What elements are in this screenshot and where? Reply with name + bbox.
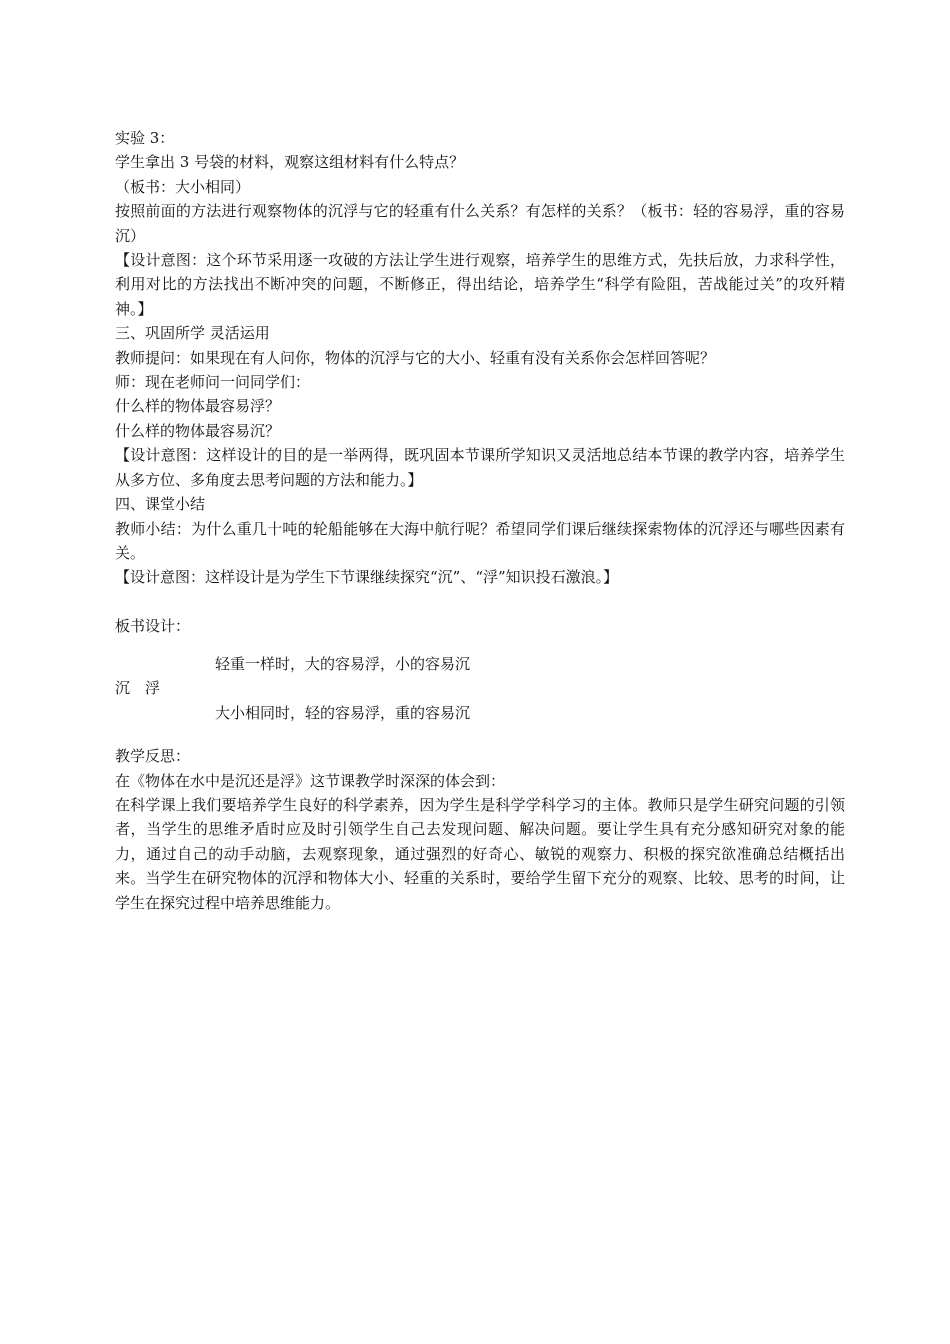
spacer bbox=[115, 726, 845, 744]
board-row-same-size: 大小相同时，轻的容易浮，重的容易沉 bbox=[215, 704, 471, 723]
experiment-question: 学生拿出 3 号袋的材料，观察这组材料有什么特点？ bbox=[115, 153, 465, 172]
teacher-summary: 教师小结：为什么重几十吨的轮船能够在大海中航行呢？希望同学们课后继续探索物体的沉浮还与哪些因素有关。 bbox=[115, 519, 845, 562]
reflection-body: 在科学课上我们要培养学生良好的科学素养，因为学生是科学学科学习的主体。教师只是学生研究问题的引领者，当学生的思维矛盾时应及时引领学生自己去发现问题、解决问题。要让学生具有充分感知研究对象的能力，通过自己的动手动脑，去观察现象，通过强烈的好奇心、敏锐的观察力、积极的探究欲准确总结概括出来。当学生在研究物体的沉浮和物体大小、轻重的关系时，要给学生留下充分的观察、比较、思考的时间，让学生在探究过程中培养思维能力。 bbox=[115, 795, 845, 912]
sink-question: 什么样的物体最容易沉？ bbox=[115, 421, 281, 440]
board-design bbox=[115, 652, 845, 726]
experiment-design-intent: 【设计意图：这个环节采用逐一攻破的方法让学生进行观察，培养学生的思维方式，先扶后放，力求科学性，利用对比的方法找出不断冲突的问题，不断修正，得出结论，培养学生“科学有险阻，苦战能过关”的攻歼精神。】 bbox=[115, 251, 845, 318]
spacer bbox=[115, 590, 845, 614]
consolidate-heading: 三、巩固所学 灵活运用 bbox=[115, 324, 270, 343]
board-title-sink-float: 沉 浮 bbox=[115, 679, 161, 698]
summary-heading: 四、课堂小结 bbox=[115, 495, 206, 514]
reflection-intro: 在《物体在水中是沉还是浮》这节课教学时深深的体会到： bbox=[115, 771, 506, 790]
consolidate-design-intent: 【设计意图：这样设计的目的是一举两得，既巩固本节课所学知识又灵活地总结本节课的教学内容，培养学生从多方位、多角度去思考问题的方法和能力。】 bbox=[115, 446, 845, 489]
board-design-heading: 板书设计： bbox=[115, 616, 191, 635]
experiment-heading: 实验 3： bbox=[115, 129, 175, 147]
summary-design-intent: 【设计意图：这样设计是为学生下节课继续探究“沉”、“浮”知识投石激浪。】 bbox=[115, 568, 619, 587]
experiment-method-question: 按照前面的方法进行观察物体的沉浮与它的轻重有什么关系？有怎样的关系？（板书：轻的容易浮，重的容易沉） bbox=[115, 202, 845, 245]
reflection-heading: 教学反思： bbox=[115, 747, 191, 766]
board-note-size: （板书：大小相同） bbox=[115, 177, 251, 196]
board-row-same-weight: 轻重一样时，大的容易浮，小的容易沉 bbox=[215, 655, 471, 674]
document-page bbox=[115, 126, 845, 915]
teacher-question: 教师提问：如果现在有人问你，物体的沉浮与它的大小、轻重有没有关系你会怎样回答呢？ bbox=[115, 348, 716, 367]
teacher-ask: 师：现在老师问一问同学们： bbox=[115, 373, 311, 392]
float-question: 什么样的物体最容易浮？ bbox=[115, 397, 281, 416]
